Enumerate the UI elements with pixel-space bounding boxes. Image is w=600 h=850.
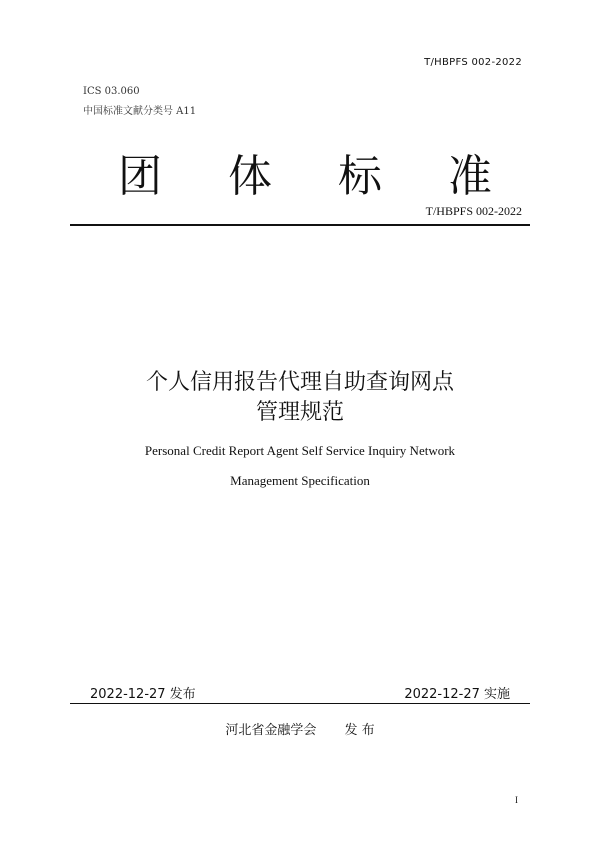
bottom-divider [70,703,530,704]
english-title-line: Personal Credit Report Agent Self Service Inquiry Network [144,443,456,458]
document-type-char: 标 [338,151,382,202]
page-number: I [515,795,518,805]
top-divider [70,224,530,226]
issuer-action: 发 布 [344,723,375,738]
standard-number: T/HBPFS 002-2022 [425,204,522,218]
publish-date: 2022-12-27 发布 [90,687,196,702]
issuer-name: 河北省金融学会 [225,723,317,738]
chinese-title-line: 个人信用报告代理自助查询网点 [145,370,454,395]
issuer-line [0,719,600,738]
document-type-char: 准 [448,151,492,202]
classification-code: 中国标准文献分类号 A11 [83,106,197,117]
document-type-char: 团 [118,151,162,202]
document-type-heading [70,140,530,204]
header-standard-code: T/HBPFS 002-2022 [424,57,522,68]
chinese-title [0,368,600,428]
english-title [0,436,600,496]
english-title-line: Management Specification [230,473,370,488]
implementation-date: 2022-12-27 实施 [404,687,510,702]
chinese-title-line: 管理规范 [255,400,344,425]
document-type-char: 体 [228,151,272,202]
ics-code: ICS 03.060 [83,86,140,97]
